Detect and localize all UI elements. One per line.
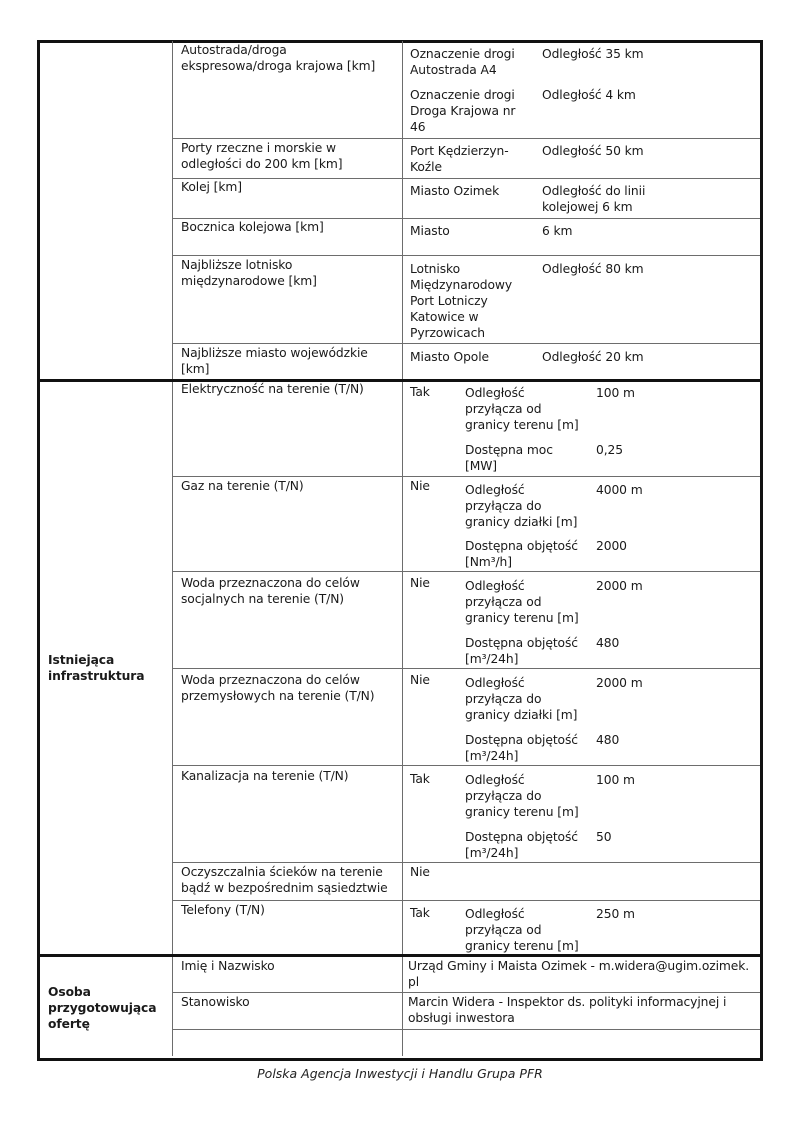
infra-detail-name: Odległość przyłącza do granicy działki [m] — [465, 483, 578, 529]
infra-answer: Nie — [410, 865, 430, 879]
infra-label-gas: Gaz na terenie (T/N) — [181, 479, 304, 493]
infra-answer: Nie — [410, 479, 430, 493]
row-divider — [172, 255, 760, 256]
transport-label-ports: Porty rzeczne i morskie w odległości do 200 km [km] — [181, 141, 343, 171]
transport-label-city: Najbliższe miasto wojewódzkie [km] — [181, 346, 368, 376]
section-divider — [37, 954, 761, 957]
infra-answer: Tak — [410, 906, 430, 920]
infra-detail-value: 0,25 — [596, 443, 623, 457]
row-divider — [172, 138, 760, 139]
page-footer: Polska Agencja Inwestycji i Handlu Grupa PFR — [257, 1066, 543, 1081]
column-divider-1 — [172, 41, 173, 1056]
transport-label-rail: Kolej [km] — [181, 180, 242, 194]
infra-detail-value: 50 — [596, 830, 612, 844]
infra-detail-value: 480 — [596, 733, 620, 747]
infra-detail-name: Dostępna objętość [m³/24h] — [465, 733, 578, 763]
infra-label-industrial-water: Woda przeznaczona do celów przemysłowych na terenie (T/N) — [181, 673, 375, 703]
infra-detail-name: Odległość przyłącza od granicy terenu [m] — [465, 579, 579, 625]
transport-entry-value: Odległość 50 km — [542, 144, 644, 158]
transport-label-airport: Najbliższe lotnisko międzynarodowe [km] — [181, 258, 317, 288]
infra-answer: Nie — [410, 576, 430, 590]
transport-entry-value: 6 km — [542, 224, 573, 238]
infra-detail-name: Dostępna moc [MW] — [465, 443, 553, 473]
transport-entry-name: Port Kędzierzyn- Koźle — [410, 144, 509, 174]
infra-label-social-water: Woda przeznaczona do celów socjalnych na terenie (T/N) — [181, 576, 360, 606]
transport-entry-name: Miasto Opole — [410, 350, 490, 364]
table-outer-border — [37, 40, 763, 1061]
infra-detail-name: Odległość przyłącza do granicy działki [m] — [465, 676, 578, 722]
infra-detail-value: 480 — [596, 636, 620, 650]
transport-entry-value: Odległość 4 km — [542, 88, 636, 102]
row-divider — [172, 900, 760, 901]
infra-detail-value: 2000 m — [596, 676, 643, 690]
section-label-infrastructure: Istniejąca infrastruktura — [48, 653, 145, 683]
infra-label-treatment-plant: Oczyszczalnia ścieków na terenie bądź w bezpośrednim sąsiedztwie — [181, 865, 388, 895]
transport-entry-name: Miasto — [410, 224, 450, 238]
transport-entry-name: Miasto Ozimek — [410, 184, 500, 198]
row-divider — [172, 668, 760, 669]
transport-label-siding: Bocznica kolejowa [km] — [181, 220, 324, 234]
row-divider — [172, 1029, 760, 1030]
transport-entry-value: Odległość do linii kolejowej 6 km — [542, 184, 646, 214]
infra-detail-name: Odległość przyłącza od granicy terenu [m] — [465, 386, 579, 432]
infra-detail-value: 100 m — [596, 386, 635, 400]
section-label-contact: Osoba przygotowująca ofertę — [48, 985, 157, 1031]
contact-value-position: Marcin Widera - Inspektor ds. polityki informacyjnej i obsługi inwestora — [408, 995, 727, 1025]
infra-detail-name: Dostępna objętość [Nm³/h] — [465, 539, 578, 569]
row-divider — [172, 862, 760, 863]
row-divider — [172, 765, 760, 766]
infra-detail-value: 2000 m — [596, 579, 643, 593]
infra-detail-value: 2000 — [596, 539, 627, 553]
infra-detail-name: Dostępna objętość [m³/24h] — [465, 830, 578, 860]
row-divider — [172, 476, 760, 477]
contact-value-name: Urząd Gminy i Maista Ozimek - m.widera@ugim.ozimek. pl — [408, 959, 750, 989]
transport-entry-value: Odległość 35 km — [542, 47, 644, 61]
row-divider — [172, 571, 760, 572]
infra-detail-name: Dostępna objętość [m³/24h] — [465, 636, 578, 666]
transport-entry-name: Lotnisko Międzynarodowy Port Lotniczy Katowice w Pyrzowicach — [410, 262, 513, 340]
infra-answer: Tak — [410, 772, 430, 786]
infra-detail-name: Odległość przyłącza do granicy terenu [m] — [465, 773, 579, 819]
infra-answer: Tak — [410, 385, 430, 399]
infra-detail-value: 250 m — [596, 907, 635, 921]
transport-entry-name: Oznaczenie drogi Autostrada A4 — [410, 47, 515, 77]
infra-label-electricity: Elektryczność na terenie (T/N) — [181, 382, 364, 396]
infra-detail-name: Odległość przyłącza od granicy terenu [m] — [465, 907, 579, 953]
transport-label-highway: Autostrada/droga ekspresowa/droga krajowa [km] — [181, 43, 376, 73]
column-divider-2 — [402, 41, 403, 1056]
infra-label-telephones: Telefony (T/N) — [181, 903, 265, 917]
row-divider — [172, 178, 760, 179]
contact-label-name: Imię i Nazwisko — [181, 959, 275, 973]
infra-label-sewage: Kanalizacja na terenie (T/N) — [181, 769, 349, 783]
row-divider — [172, 992, 760, 993]
section-divider — [37, 379, 761, 382]
contact-label-position: Stanowisko — [181, 995, 250, 1009]
infra-detail-value: 100 m — [596, 773, 635, 787]
infra-detail-value: 4000 m — [596, 483, 643, 497]
transport-entry-name: Oznaczenie drogi Droga Krajowa nr 46 — [410, 88, 516, 134]
infra-answer: Nie — [410, 673, 430, 687]
transport-entry-value: Odległość 80 km — [542, 262, 644, 276]
transport-entry-value: Odległość 20 km — [542, 350, 644, 364]
row-divider — [172, 343, 760, 344]
